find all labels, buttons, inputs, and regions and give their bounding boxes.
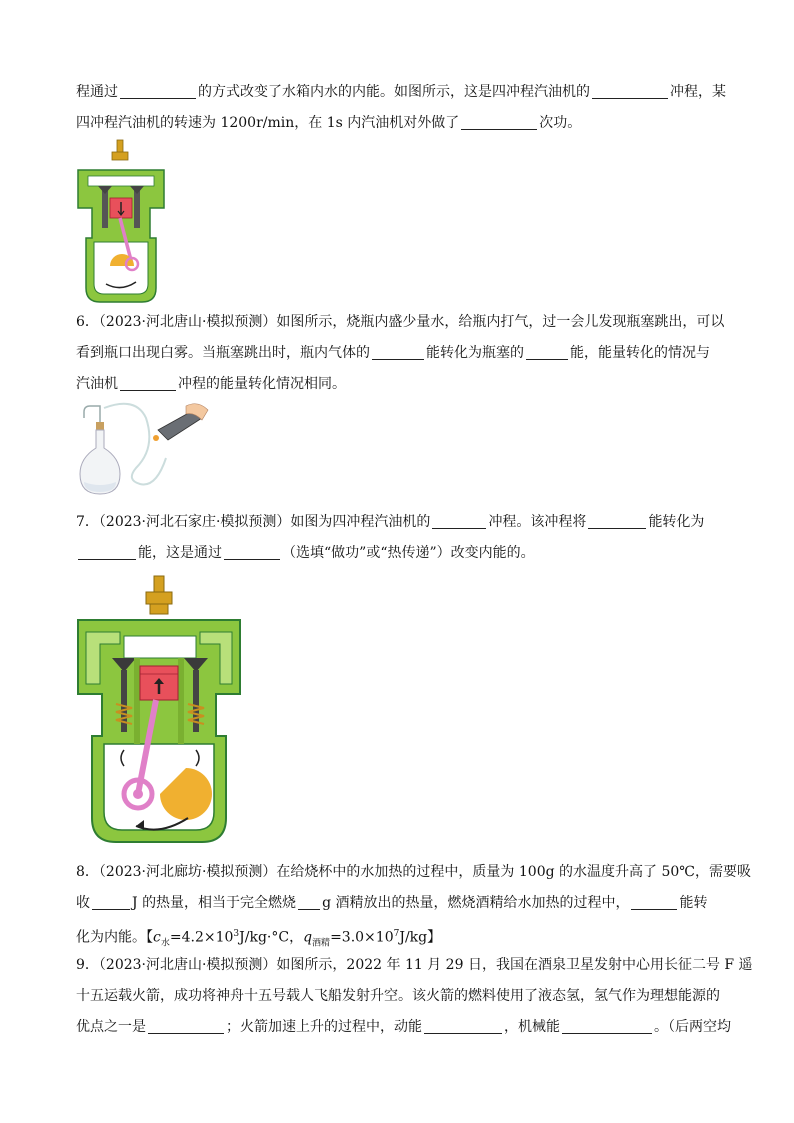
q9-line-1: 9．（2023·河北唐山·模拟预测）如图所示，2022 年 11 月 29 日，我国在酒泉卫星发射中心用长征二号 F 遥 (76, 957, 753, 973)
answer-blank[interactable] (562, 1018, 652, 1034)
engine-figure-small (76, 138, 166, 306)
q9-line-2: 十五运载火箭，成功将神舟十五号载人飞船发射升空。该火箭的燃料使用了液态氢，氢气作为理想能源的 (76, 988, 720, 1004)
answer-blank[interactable] (432, 513, 486, 529)
answer-blank[interactable] (592, 83, 668, 99)
answer-blank[interactable] (372, 344, 424, 360)
answer-blank[interactable] (588, 513, 646, 529)
answer-blank[interactable] (298, 894, 320, 910)
q9-line-3: 优点之一是 ；火箭加速上升的过程中，动能 ，机械能 。（后两空均 (76, 1019, 731, 1035)
q7-line-2: 能，这是通过 （选填“做功”或“热传递”）改变内能的。 (76, 543, 535, 563)
answer-blank[interactable] (631, 894, 677, 910)
q5-line-1: 程通过 的方式改变了水箱内水的内能。如图所示，这是四冲程汽油机的 冲程，某 (76, 84, 726, 100)
flask-pump-figure (76, 398, 212, 498)
q8-line-3: 化为内能。【$c_水=4.2\times 10^3J/kg\cdot^\circ C$，$q_{酒精}=3.0\times 10^7J/kg$】 (76, 929, 442, 949)
q8-line-2: 收 J 的热量，相当于完全燃烧 g 酒精放出的热量，燃烧酒精给水加热的过程中， 能转 (76, 895, 708, 911)
q5-line-2: 四冲程汽油机的转速为 1200r/min，在 1s 内汽油机对外做了 次功。 (76, 115, 582, 131)
answer-blank[interactable] (424, 1018, 502, 1034)
q7-line-1: 7．（2023·河北石家庄·模拟预测）如图为四冲程汽油机的 冲程。该冲程将 能转化为 (76, 514, 705, 530)
engine-figure-large (76, 574, 246, 848)
answer-blank[interactable] (224, 544, 280, 560)
answer-blank[interactable] (78, 544, 136, 560)
answer-blank[interactable] (120, 83, 196, 99)
q8-line-1: 8．（2023·河北廊坊·模拟预测）在给烧杯中的水加热的过程中，质量为 100g 的水温度升高了 50℃，需要吸 (76, 864, 751, 880)
answer-blank[interactable] (120, 375, 176, 391)
q6-line-3: 汽油机 冲程的能量转化情况相同。 (76, 376, 346, 392)
answer-blank[interactable] (92, 894, 130, 910)
answer-blank[interactable] (526, 344, 568, 360)
answer-blank[interactable] (148, 1018, 224, 1034)
q6-line-2: 看到瓶口出现白雾。当瓶塞跳出时，瓶内气体的 能转化为瓶塞的 能，能量转化的情况与 (76, 345, 710, 361)
answer-blank[interactable] (461, 114, 537, 130)
q6-line-1: 6．（2023·河北唐山·模拟预测）如图所示，烧瓶内盛少量水，给瓶内打气，过一会儿发现瓶塞跳出，可以 (76, 314, 725, 330)
